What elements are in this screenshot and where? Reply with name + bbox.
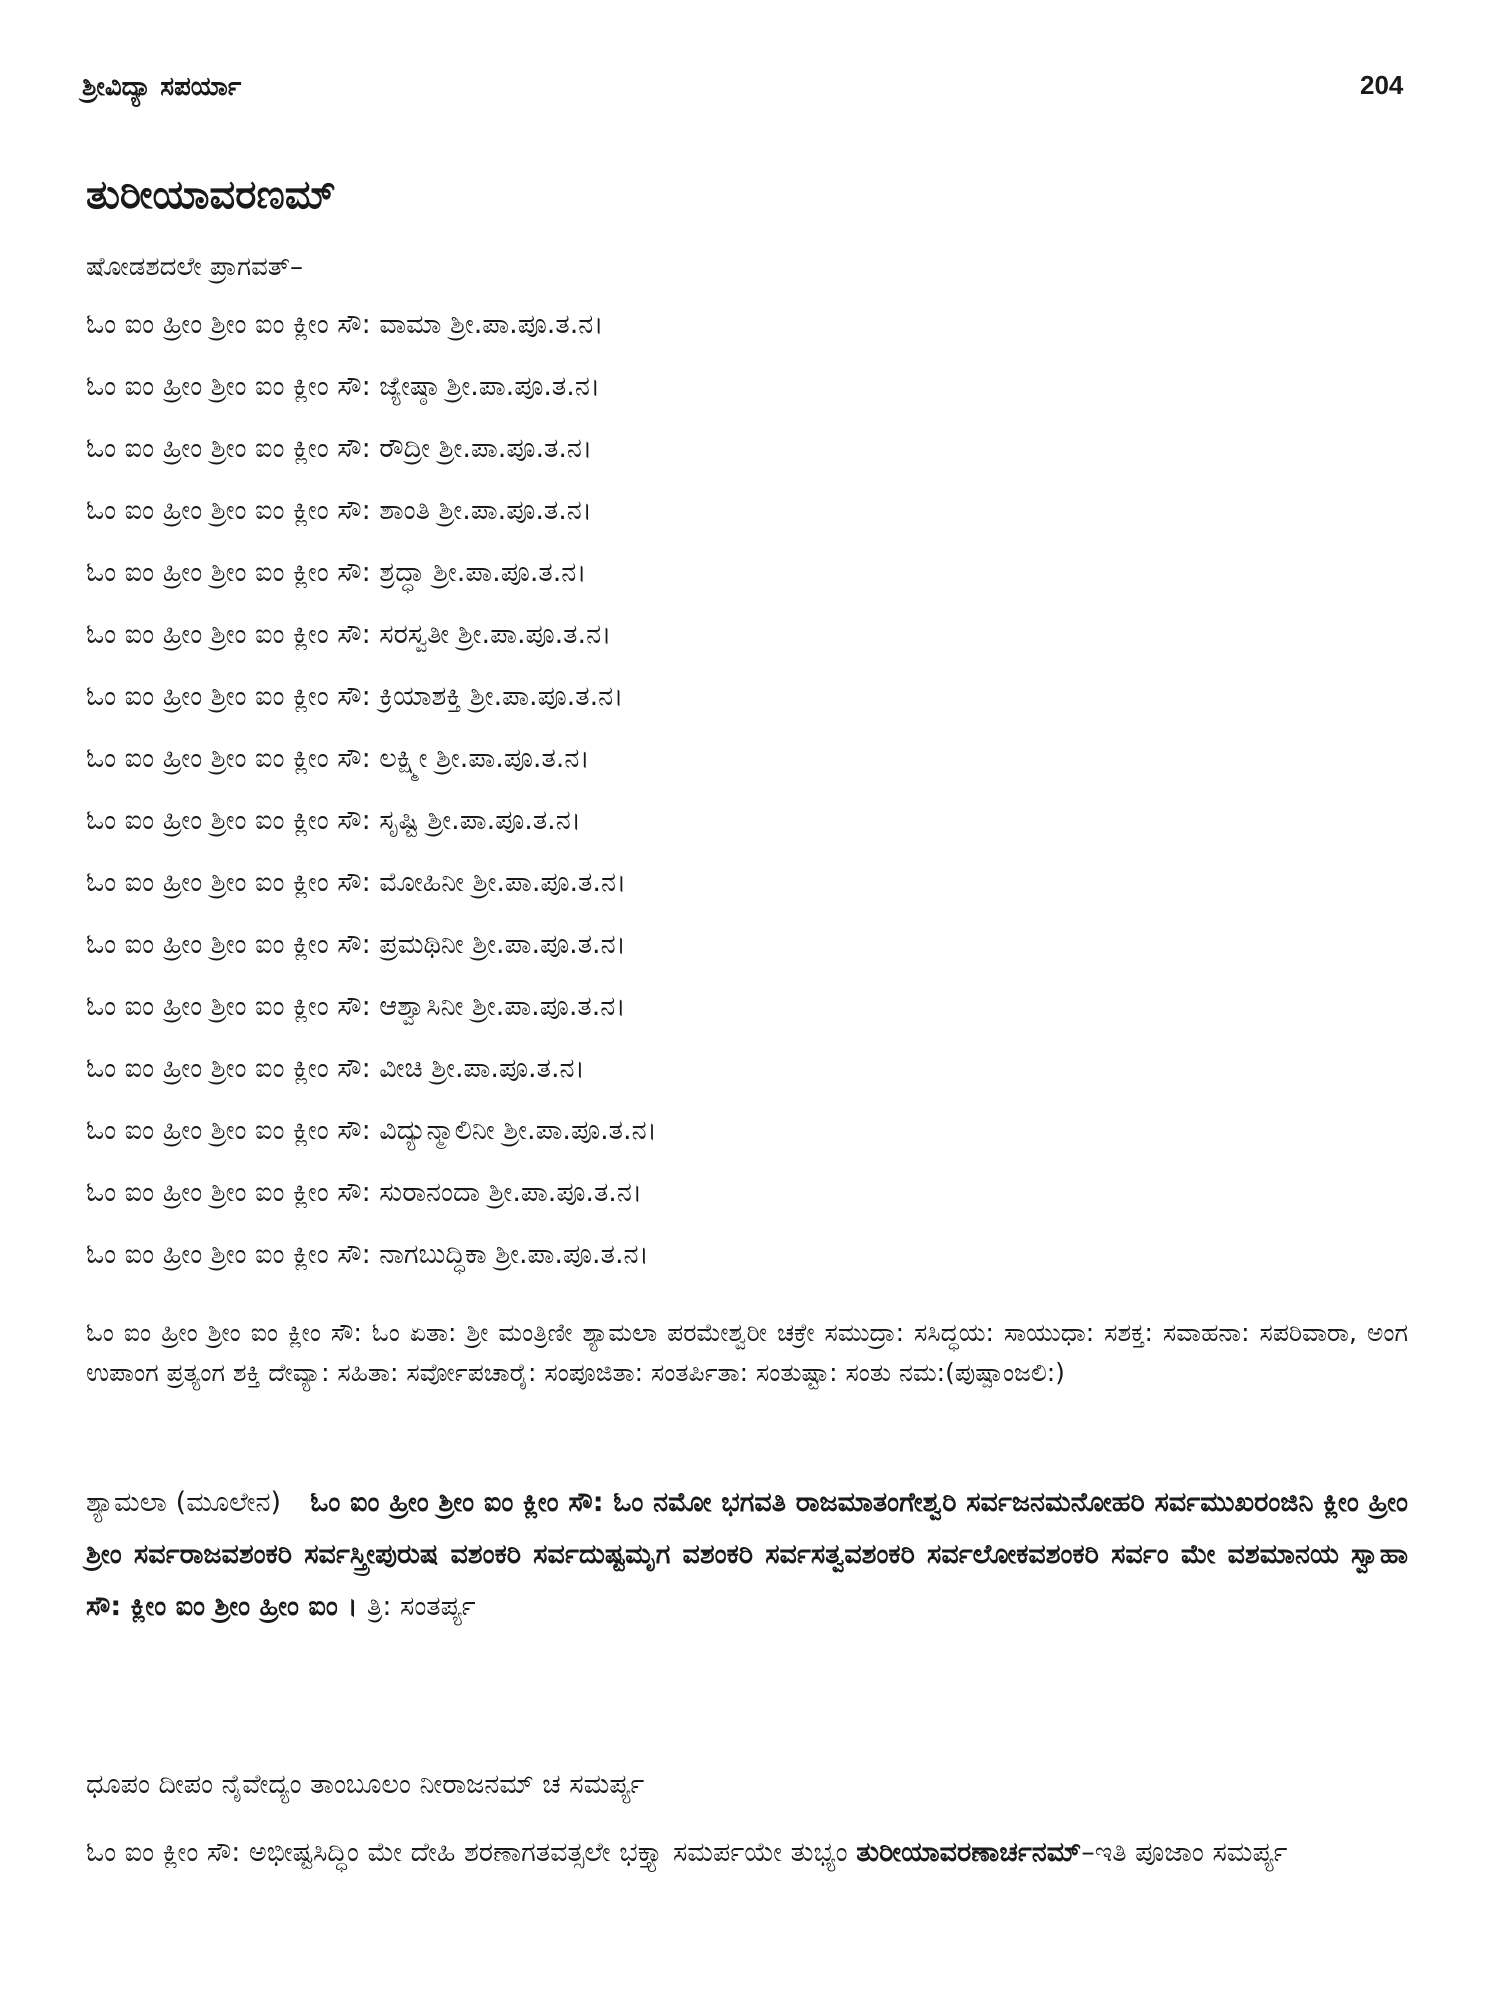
- mantra-line: ಓಂ ಐಂ ಹ್ರೀಂ ಶ್ರೀಂ ಐಂ ಕ್ಲೀಂ ಸೌ: ಸೃಷ್ಟಿ ಶ್ರೀ.ಪಾ.ಪೂ.ತ.ನ।: [86, 805, 582, 836]
- summary-paragraph: ಓಂ ಐಂ ಹ್ರೀಂ ಶ್ರೀಂ ಐಂ ಕ್ಲೀಂ ಸೌ: ಓಂ ಏತಾ: ಶ್ರೀ ಮಂತ್ರಿಣೀ ಶ್ಯಾಮಲಾ ಪರಮೇಶ್ವರೀ ಚಕ್ರೇ ಸಮುದ್ರಾ: ಸಸಿದ್ಧಯ: ಸಾಯುಧಾ: ಸಶಕ್ತ: ಸವಾಹನಾ: ಸಪರಿವಾರಾ, ಅಂಗ ಉಪಾಂಗ ಪ್ರತ್ಯಂಗ ಶಕ್ತಿ ದೇವ್ಯಾ: ಸಹಿತಾ: ಸರ್ವೋಪಚಾರೈ: ಸಂಪೂಜಿತಾ: ಸಂತರ್ಪಿತಾ: ಸಂತುಷ್ಟಾ: ಸಂತು ನಮ:(ಪುಷ್ಪಾಂಜಲಿ:): [86, 1318, 1408, 1387]
- mantra-line: ಓಂ ಐಂ ಹ್ರೀಂ ಶ್ರೀಂ ಐಂ ಕ್ಲೀಂ ಸೌ: ಶಾಂತಿ ಶ್ರೀ.ಪಾ.ಪೂ.ತ.ನ।: [86, 495, 593, 526]
- mantra-line: ಓಂ ಐಂ ಹ್ರೀಂ ಶ್ರೀಂ ಐಂ ಕ್ಲೀಂ ಸೌ: ಸರಸ್ವತೀ ಶ್ರೀ.ಪಾ.ಪೂ.ತ.ನ।: [86, 619, 612, 650]
- page-number: 204: [1360, 70, 1404, 100]
- mantra-list: [86, 305, 657, 1297]
- dhupa-line: ಧೂಪಂ ದೀಪಂ ನೈವೇದ್ಯಂ ತಾಂಬೂಲಂ ನೀರಾಜನಮ್ ಚ ಸಮರ್ಪ್ಯ: [86, 1769, 645, 1800]
- mantra-line: ಓಂ ಐಂ ಹ್ರೀಂ ಶ್ರೀಂ ಐಂ ಕ್ಲೀಂ ಸೌ: ಶ್ರದ್ಧಾ ಶ್ರೀ.ಪಾ.ಪೂ.ತ.ನ।: [86, 557, 587, 588]
- section-intro: ಷೋಡಶದಲೇ ಪ್ರಾಗವತ್–: [86, 252, 303, 282]
- mantra-line: ಓಂ ಐಂ ಹ್ರೀಂ ಶ್ರೀಂ ಐಂ ಕ್ಲೀಂ ಸೌ: ಕ್ರಿಯಾಶಕ್ತಿ ಶ್ರೀ.ಪಾ.ಪೂ.ತ.ನ।: [86, 681, 624, 712]
- section-heading: ತುರೀಯಾವರಣಮ್: [86, 172, 336, 218]
- mantra-line: ಓಂ ಐಂ ಹ್ರೀಂ ಶ್ರೀಂ ಐಂ ಕ್ಲೀಂ ಸೌ: ಜ್ಯೇಷ್ಠಾ ಶ್ರೀ.ಪಾ.ಪೂ.ತ.ನ।: [86, 371, 601, 402]
- shyamala-paragraph: [86, 1477, 1408, 1633]
- abhishta-tail: –ಇತಿ ಪೂಜಾಂ ಸಮರ್ಪ್ಯ: [1081, 1837, 1288, 1868]
- shyamala-label: ಶ್ಯಾಮಲಾ (ಮೂಲೇನ): [86, 1487, 282, 1518]
- mantra-line: ಓಂ ಐಂ ಹ್ರೀಂ ಶ್ರೀಂ ಐಂ ಕ್ಲೀಂ ಸೌ: ರೌದ್ರೀ ಶ್ರೀ.ಪಾ.ಪೂ.ತ.ನ।: [86, 433, 593, 464]
- mantra-line: ಓಂ ಐಂ ಹ್ರೀಂ ಶ್ರೀಂ ಐಂ ಕ್ಲೀಂ ಸೌ: ಸುರಾನಂದಾ ಶ್ರೀ.ಪಾ.ಪೂ.ತ.ನ।: [86, 1177, 643, 1208]
- abhishta-bold: ತುರೀಯಾವರಣಾರ್ಚನಮ್: [856, 1837, 1082, 1868]
- mantra-line: ಓಂ ಐಂ ಹ್ರೀಂ ಶ್ರೀಂ ಐಂ ಕ್ಲೀಂ ಸೌ: ಮೋಹಿನೀ ಶ್ರೀ.ಪಾ.ಪೂ.ತ.ನ।: [86, 867, 627, 898]
- mantra-line: ಓಂ ಐಂ ಹ್ರೀಂ ಶ್ರೀಂ ಐಂ ಕ್ಲೀಂ ಸೌ: ಪ್ರಮಥಿನೀ ಶ್ರೀ.ಪಾ.ಪೂ.ತ.ನ।: [86, 929, 626, 960]
- abhishta-text: ಓಂ ಐಂ ಕ್ಲೀಂ ಸೌ: ಅಭೀಷ್ಟಸಿದ್ಧಿಂ ಮೇ ದೇಹಿ ಶರಣಾಗತವತ್ಸಲೇ ಭಕ್ತ್ಯಾ ಸಮರ್ಪಯೇ ತುಭ್ಯಂ: [86, 1837, 848, 1868]
- shyamala-mantra: ಓಂ ಐಂ ಹ್ರೀಂ ಶ್ರೀಂ ಐಂ ಕ್ಲೀಂ ಸೌ: ಓಂ ನಮೋ ಭಗವತಿ ರಾಜಮಾತಂಗೇಶ್ವರಿ ಸರ್ವಜನಮನೋಹರಿ ಸರ್ವಮುಖರಂಜಿನಿ ಕ್ಲೀಂ ಹ್ರೀಂ ಶ್ರೀಂ ಸರ್ವರಾಜವಶಂಕರಿ ಸರ್ವಸ್ತ್ರೀಪುರುಷ ವಶಂಕರಿ ಸರ್ವದುಷ್ಟಮೃಗ ವಶಂಕರಿ ಸರ್ವಸತ್ವವಶಂಕರಿ ಸರ್ವಲೋಕವಶಂಕರಿ ಸರ್ವಂ ಮೇ ವಶಮಾನಯ ಸ್ವಾಹಾ ಸೌ: ಕ್ಲೀಂ ಐಂ ಶ್ರೀಂ ಹ್ರೀಂ ಐಂ ।: [86, 1487, 1408, 1622]
- mantra-line: ಓಂ ಐಂ ಹ್ರೀಂ ಶ್ರೀಂ ಐಂ ಕ್ಲೀಂ ಸೌ: ವಿದ್ಯುನ್ಮಾಲಿನೀ ಶ್ರೀ.ಪಾ.ಪೂ.ತ.ನ।: [86, 1115, 657, 1146]
- mantra-line: ಓಂ ಐಂ ಹ್ರೀಂ ಶ್ರೀಂ ಐಂ ಕ್ಲೀಂ ಸೌ: ಲಕ್ಷ್ಮೀ ಶ್ರೀ.ಪಾ.ಪೂ.ತ.ನ।: [86, 743, 590, 774]
- running-title: ಶ್ರೀವಿದ್ಯಾ ಸಪರ್ಯಾ: [82, 72, 242, 102]
- mantra-line: ಓಂ ಐಂ ಹ್ರೀಂ ಶ್ರೀಂ ಐಂ ಕ್ಲೀಂ ಸೌ: ವೀಚಿ ಶ್ರೀ.ಪಾ.ಪೂ.ತ.ನ।: [86, 1053, 585, 1084]
- shyamala-suffix: ತ್ರಿ: ಸಂತರ್ಪ್ಯ: [366, 1591, 476, 1622]
- mantra-line: ಓಂ ಐಂ ಹ್ರೀಂ ಶ್ರೀಂ ಐಂ ಕ್ಲೀಂ ಸೌ: ಆಶ್ವಾಸಿನೀ ಶ್ರೀ.ಪಾ.ಪೂ.ತ.ನ।: [86, 991, 626, 1022]
- mantra-line: ಓಂ ಐಂ ಹ್ರೀಂ ಶ್ರೀಂ ಐಂ ಕ್ಲೀಂ ಸೌ: ನಾಗಬುದ್ಧಿಕಾ ಶ್ರೀ.ಪಾ.ಪೂ.ತ.ನ।: [86, 1239, 649, 1270]
- mantra-line: ಓಂ ಐಂ ಹ್ರೀಂ ಶ್ರೀಂ ಐಂ ಕ್ಲೀಂ ಸೌ: ವಾಮಾ ಶ್ರೀ.ಪಾ.ಪೂ.ತ.ನ।: [86, 309, 604, 340]
- abhishta-paragraph: [86, 1827, 1408, 1879]
